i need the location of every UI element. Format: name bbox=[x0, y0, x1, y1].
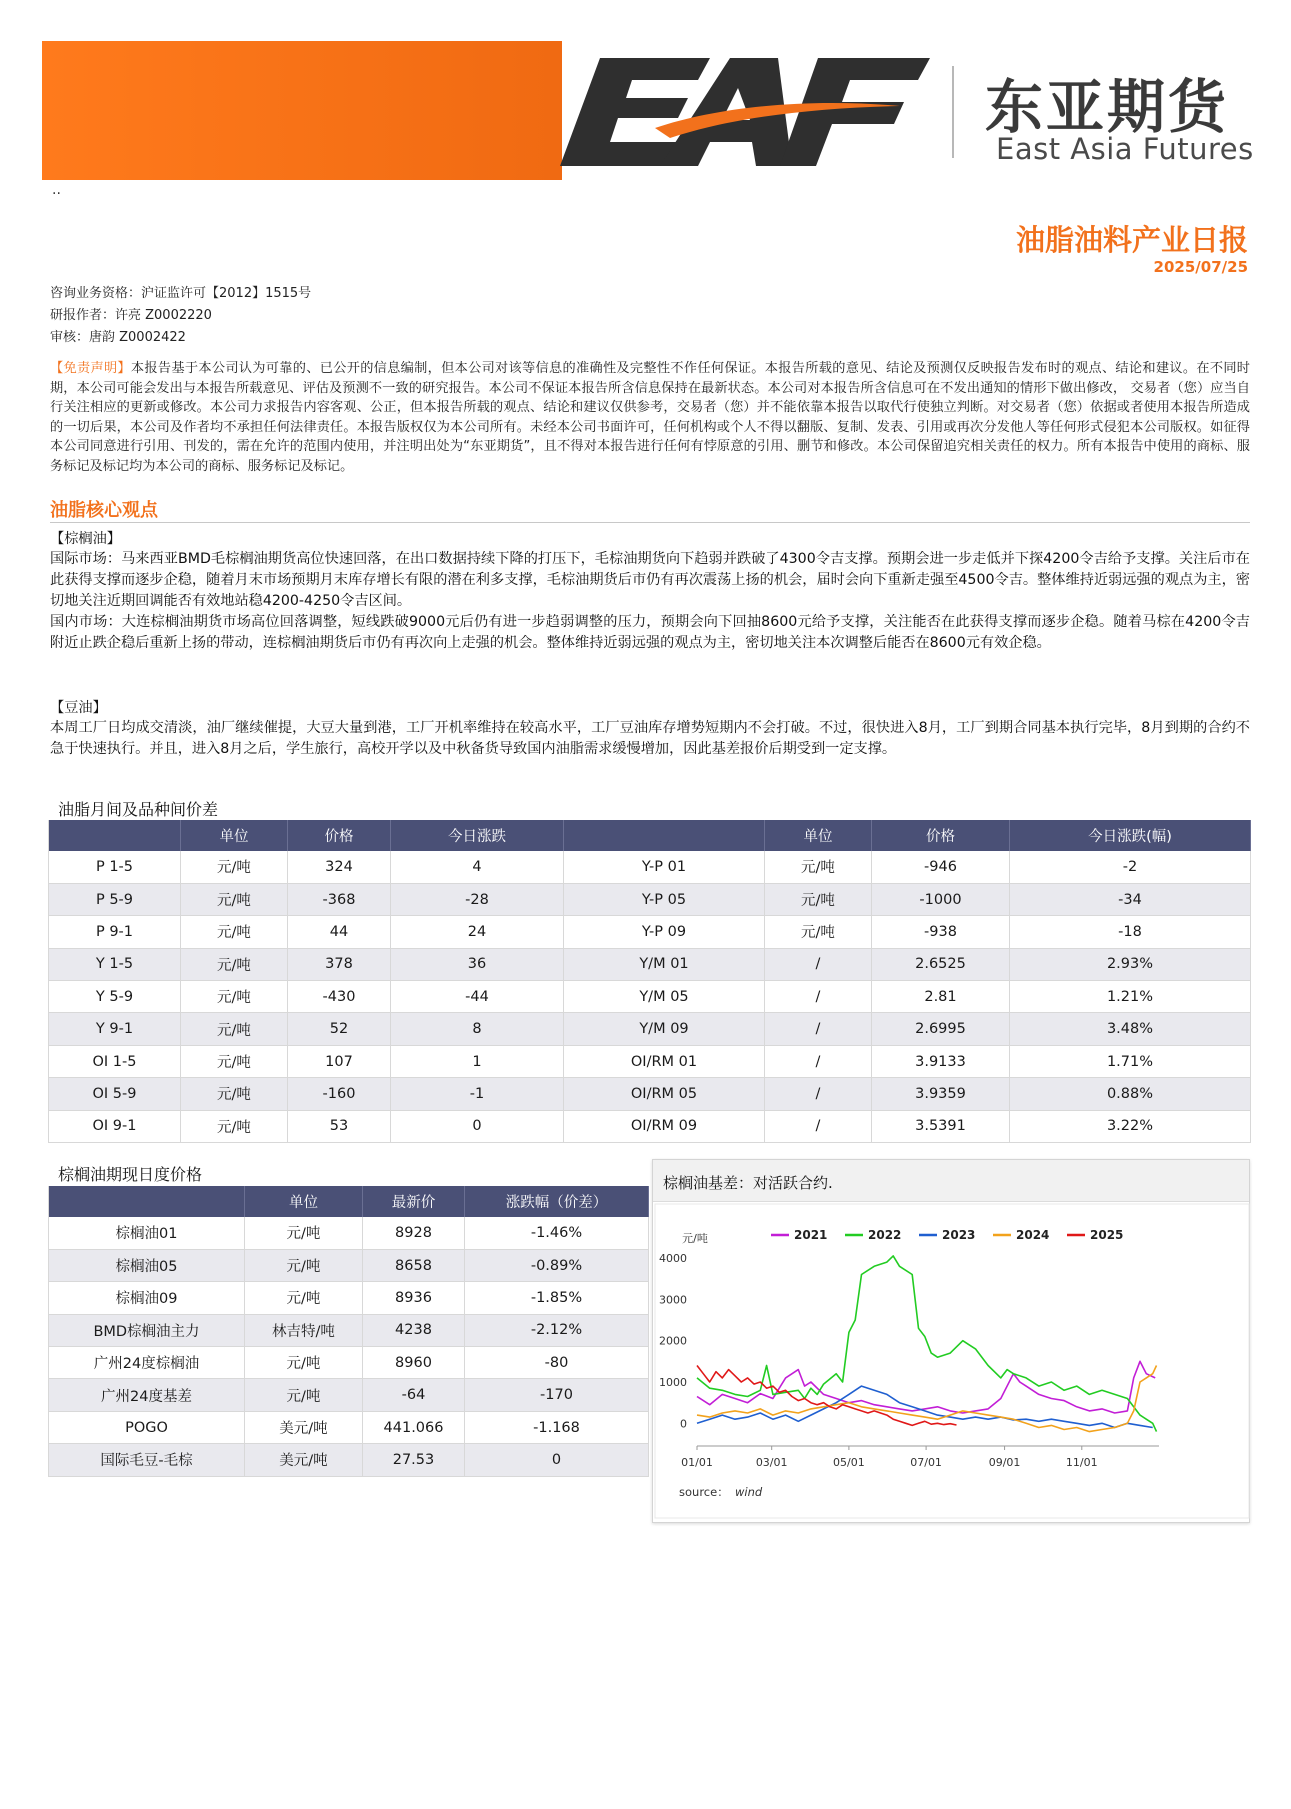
spread-table-header-cell: 价格 bbox=[288, 820, 391, 851]
spread-table-cell: OI 1-5 bbox=[49, 1045, 181, 1077]
palm-table-cell: -80 bbox=[465, 1347, 649, 1379]
chart-source-value: wind bbox=[735, 1485, 763, 1499]
spread-table-cell: OI/RM 01 bbox=[564, 1045, 765, 1077]
legend-label-2024: 2024 bbox=[1016, 1228, 1050, 1242]
palm-table-header-cell bbox=[49, 1186, 245, 1217]
logo-divider bbox=[952, 66, 954, 158]
spread-table-cell: 0.88% bbox=[1010, 1078, 1251, 1110]
x-tick-label: 03/01 bbox=[755, 1456, 788, 1469]
palm-table-cell: -2.12% bbox=[465, 1314, 649, 1346]
spread-table-caption: 油脂月间及品种间价差 bbox=[58, 800, 219, 819]
spread-table-header-cell: 价格 bbox=[872, 820, 1010, 851]
palm-table-header bbox=[49, 1186, 649, 1217]
palm-table-caption: 棕榈油期现日度价格 bbox=[58, 1165, 203, 1184]
palm-table-cell: 4238 bbox=[363, 1314, 465, 1346]
spread-table-cell: Y 5-9 bbox=[49, 981, 181, 1013]
chart-source-label: source： bbox=[679, 1485, 729, 1499]
palm-table-row bbox=[49, 1379, 649, 1411]
spread-table-cell: 53 bbox=[288, 1110, 391, 1142]
spread-table-cell: 3.5391 bbox=[872, 1110, 1010, 1142]
spread-table-cell: OI 5-9 bbox=[49, 1078, 181, 1110]
spread-table-cell: -368 bbox=[288, 883, 391, 915]
palm-price-table bbox=[48, 1186, 649, 1477]
spread-table-cell: -34 bbox=[1010, 883, 1251, 915]
disclaimer-label: 【免责声明】 bbox=[50, 361, 131, 376]
spread-table-cell: 2.93% bbox=[1010, 948, 1251, 980]
spread-table-cell: 3.9359 bbox=[872, 1078, 1010, 1110]
spread-table-cell: -430 bbox=[288, 981, 391, 1013]
spread-table-cell: 元/吨 bbox=[181, 851, 288, 883]
spread-table bbox=[48, 820, 1251, 1143]
x-tick-label: 07/01 bbox=[910, 1456, 942, 1469]
palm-table-cell: -1.85% bbox=[465, 1282, 649, 1314]
palm-table-row bbox=[49, 1282, 649, 1314]
header-dots: .. bbox=[52, 182, 61, 198]
author-line: 研报作者：许亮 Z0002220 bbox=[50, 308, 212, 323]
x-tick-label: 09/01 bbox=[988, 1456, 1021, 1469]
spread-table-row bbox=[49, 1045, 1251, 1077]
soybean-oil-paragraph: 本周工厂日均成交清淡，油厂继续催提，大豆大量到港，工厂开机率维持在较高水平，工厂豆油库存增势短期内不会打破。不过，很快进入8月，工厂到期合同基本执行完毕，8月到期的合约不急于快速执行。并且，进入8月之后，学生旅行，高校开学以及中秋备货导致国内油脂需求缓慢增加，因此基差报价后期受到一定支撑。 bbox=[50, 720, 1250, 757]
chart-title: 棕榈油基差：对活跃合约. bbox=[663, 1174, 833, 1192]
x-tick-label: 11/01 bbox=[1065, 1456, 1098, 1469]
brand-name-en: East Asia Futures bbox=[996, 132, 1254, 166]
spread-table-cell: Y 9-1 bbox=[49, 1013, 181, 1045]
section-title: 油脂核心观点 bbox=[50, 500, 158, 521]
spread-table-cell: 元/吨 bbox=[181, 916, 288, 948]
spread-table-row bbox=[49, 948, 1251, 980]
x-tick-label: 05/01 bbox=[833, 1456, 865, 1469]
spread-table-cell: 378 bbox=[288, 948, 391, 980]
palm-table-row bbox=[49, 1217, 649, 1249]
y-tick-label: 0 bbox=[680, 1417, 687, 1431]
spread-table-cell: 元/吨 bbox=[181, 1078, 288, 1110]
y-axis-unit-label: 元/吨 bbox=[682, 1232, 708, 1245]
palm-table-cell: 0 bbox=[465, 1444, 649, 1476]
spread-table-cell: / bbox=[765, 1110, 872, 1142]
spread-table-cell: 2.6525 bbox=[872, 948, 1010, 980]
spread-table-cell: 107 bbox=[288, 1045, 391, 1077]
legend-label-2023: 2023 bbox=[942, 1228, 976, 1242]
spread-table-cell: 3.9133 bbox=[872, 1045, 1010, 1077]
palm-table-cell: 8928 bbox=[363, 1217, 465, 1249]
chart-plot-frame bbox=[655, 1204, 1249, 1518]
disclaimer bbox=[50, 359, 1250, 476]
spread-table-cell: 3.48% bbox=[1010, 1013, 1251, 1045]
spread-table-cell: 24 bbox=[391, 916, 564, 948]
palm-table-cell: 元/吨 bbox=[245, 1379, 363, 1411]
spread-table-cell: 元/吨 bbox=[181, 1013, 288, 1045]
spread-table-cell: Y/M 09 bbox=[564, 1013, 765, 1045]
spread-table-header bbox=[49, 820, 1251, 851]
spread-table-cell: Y-P 01 bbox=[564, 851, 765, 883]
legend-label-2021: 2021 bbox=[794, 1228, 828, 1242]
spread-table-cell: 0 bbox=[391, 1110, 564, 1142]
spread-table-header-cell: 今日涨跌 bbox=[391, 820, 564, 851]
spread-table-cell: -44 bbox=[391, 981, 564, 1013]
spread-table-header-cell bbox=[49, 820, 181, 851]
report-date: 2025/07/25 bbox=[1153, 258, 1248, 276]
series-line-2022 bbox=[697, 1256, 1157, 1432]
palm-table-row bbox=[49, 1249, 649, 1281]
palm-table-cell: 美元/吨 bbox=[245, 1411, 363, 1443]
palm-table-row bbox=[49, 1411, 649, 1443]
spread-table-cell: 2.6995 bbox=[872, 1013, 1010, 1045]
spread-table-row bbox=[49, 883, 1251, 915]
y-tick-label: 4000 bbox=[659, 1252, 687, 1265]
palm-table-cell: -64 bbox=[363, 1379, 465, 1411]
spread-table-header-cell bbox=[564, 820, 765, 851]
spread-table-cell: 元/吨 bbox=[181, 981, 288, 1013]
palm-table-cell: 元/吨 bbox=[245, 1249, 363, 1281]
spread-table-cell: 1 bbox=[391, 1045, 564, 1077]
palm-table-cell: 美元/吨 bbox=[245, 1444, 363, 1476]
palm-table-cell: -170 bbox=[465, 1379, 649, 1411]
spread-table-cell: OI 9-1 bbox=[49, 1110, 181, 1142]
spread-table-cell: -18 bbox=[1010, 916, 1251, 948]
report-title: 油脂油料产业日报 bbox=[1015, 223, 1248, 257]
spread-table-cell: P 1-5 bbox=[49, 851, 181, 883]
palm-table-cell: 8658 bbox=[363, 1249, 465, 1281]
spread-table-cell: -1 bbox=[391, 1078, 564, 1110]
palm-table-row bbox=[49, 1444, 649, 1476]
spread-table-cell: Y/M 05 bbox=[564, 981, 765, 1013]
palm-table-cell: POGO bbox=[49, 1411, 245, 1443]
spread-table-cell: / bbox=[765, 981, 872, 1013]
palm-table-cell: 8960 bbox=[363, 1347, 465, 1379]
spread-table-cell: / bbox=[765, 1045, 872, 1077]
spread-table-header-cell: 单位 bbox=[765, 820, 872, 851]
spread-table-cell: / bbox=[765, 948, 872, 980]
spread-table-header-cell: 今日涨跌(幅) bbox=[1010, 820, 1251, 851]
spread-table-cell: -2 bbox=[1010, 851, 1251, 883]
spread-table-cell: Y-P 09 bbox=[564, 916, 765, 948]
palm-table-cell: -1.46% bbox=[465, 1217, 649, 1249]
spread-table-cell: -28 bbox=[391, 883, 564, 915]
soybean-oil-heading: 【豆油】 bbox=[50, 700, 107, 716]
palm-table-cell: 广州24度棕榈油 bbox=[49, 1347, 245, 1379]
spread-table-cell: P 9-1 bbox=[49, 916, 181, 948]
spread-table-cell: 元/吨 bbox=[765, 883, 872, 915]
basis-line-chart bbox=[653, 1202, 1251, 1522]
spread-table-cell: 元/吨 bbox=[181, 1110, 288, 1142]
palm-table-cell: 广州24度基差 bbox=[49, 1379, 245, 1411]
spread-table-cell: OI/RM 09 bbox=[564, 1110, 765, 1142]
palm-table-cell: 元/吨 bbox=[245, 1217, 363, 1249]
spread-table-cell: -1000 bbox=[872, 883, 1010, 915]
license-line: 咨询业务资格：沪证监许可【2012】1515号 bbox=[50, 286, 312, 301]
spread-table-cell: 2.81 bbox=[872, 981, 1010, 1013]
palm-table-cell: 国际毛豆-毛棕 bbox=[49, 1444, 245, 1476]
spread-table-row bbox=[49, 1013, 1251, 1045]
spread-table-cell: 8 bbox=[391, 1013, 564, 1045]
chart-header bbox=[653, 1160, 1249, 1202]
spread-table-cell: Y 1-5 bbox=[49, 948, 181, 980]
palm-table-cell: 441.066 bbox=[363, 1411, 465, 1443]
spread-table-cell: -946 bbox=[872, 851, 1010, 883]
header-orange-band bbox=[42, 41, 562, 180]
x-tick-label: 01/01 bbox=[681, 1456, 713, 1469]
spread-table-cell: 324 bbox=[288, 851, 391, 883]
palm-table-cell: -1.168 bbox=[465, 1411, 649, 1443]
spread-table-row bbox=[49, 851, 1251, 883]
palm-table-row bbox=[49, 1314, 649, 1346]
palm-table-cell: 27.53 bbox=[363, 1444, 465, 1476]
palm-table-cell: 8936 bbox=[363, 1282, 465, 1314]
y-tick-label: 2000 bbox=[659, 1334, 687, 1348]
section-divider bbox=[50, 522, 1250, 523]
logo-letter-f bbox=[780, 58, 930, 166]
palm-oil-intl-paragraph: 国际市场：马来西亚BMD毛棕榈油期货高位快速回落，在出口数据持续下降的打压下，毛棕油期货向下趋弱并跌破了4300令吉支撑。预期会进一步走低并下探4200令吉给予支撑。关注后市在此获得支撑而逐步企稳，随着月末市场预期月末库存增长有限的潜在利多支撑，毛棕油期货后市仍有再次震荡上扬的机会，届时会向下重新走强至4500令吉。整体维持近弱远强的观点为主，密切地关注近期回调能否有效地站稳4200-4250令吉区间。 bbox=[50, 551, 1250, 609]
spread-table-cell: 4 bbox=[391, 851, 564, 883]
spread-table-cell: 44 bbox=[288, 916, 391, 948]
palm-table-cell: -0.89% bbox=[465, 1249, 649, 1281]
brand-name-cn: 东亚期货 bbox=[985, 73, 1230, 141]
disclaimer-text: 本报告基于本公司认为可靠的、已公开的信息编制，但本公司对该等信息的准确性及完整性不作任何保证。本报告所载的意见、结论及预测仅反映报告发布时的观点、结论和建议。在不同时期，本公司可能会发出与本报告所载意见、评估及预测不一致的研究报告。本公司不保证本报告所含信息保持在最新状态。本公司对本报告所含信息可在不发出通知的情形下做出修改， 交易者（您）应当自行关注相应的更新或修改。本公司力求报告内容客观、公正，但本报告所载的观点、结论和建议仅供参考，交易者（您）并不能依靠本报告以取代行使独立判断。对交易者（您）依据或者使用本报告所造成的一切后果，本公司及作者均不承担任何法律责任。本报告版权仅为本公司所有。未经本公司书面许可，任何机构或个人不得以翻版、复制、发表、引用或再次分发他人等任何形式侵犯本公司版权。如征得本公司同意进行引用、刊发的，需在允许的范围内使用，并注明出处为“东亚期货”，且不得对本报告进行任何有悖原意的引用、删节和修改。本公司保留追究相关责任的权力。所有本报告中使用的商标、服务标记及标记均为本公司的商标、服务标记及标记。 bbox=[50, 361, 1250, 474]
spread-table-header-cell: 单位 bbox=[181, 820, 288, 851]
spread-table-cell: 元/吨 bbox=[181, 883, 288, 915]
palm-oil-heading: 【棕榈油】 bbox=[50, 531, 121, 547]
basis-chart-panel bbox=[652, 1159, 1250, 1523]
palm-table-cell: 元/吨 bbox=[245, 1282, 363, 1314]
reviewer-line: 审核：唐韵 Z0002422 bbox=[50, 330, 186, 345]
spread-table-cell: / bbox=[765, 1078, 872, 1110]
palm-table-header-cell: 单位 bbox=[245, 1186, 363, 1217]
spread-table-cell: 元/吨 bbox=[765, 916, 872, 948]
palm-table-header-cell: 涨跌幅（价差） bbox=[465, 1186, 649, 1217]
spread-table-row bbox=[49, 916, 1251, 948]
palm-table-cell: 元/吨 bbox=[245, 1347, 363, 1379]
spread-table-cell: OI/RM 05 bbox=[564, 1078, 765, 1110]
y-tick-label: 1000 bbox=[659, 1376, 687, 1389]
spread-table-cell: -160 bbox=[288, 1078, 391, 1110]
palm-table-cell: 棕榈油01 bbox=[49, 1217, 245, 1249]
legend-label-2022: 2022 bbox=[868, 1228, 902, 1242]
spread-table-cell: 元/吨 bbox=[181, 948, 288, 980]
spread-table-cell: P 5-9 bbox=[49, 883, 181, 915]
spread-table-row bbox=[49, 1078, 1251, 1110]
spread-table-row bbox=[49, 981, 1251, 1013]
y-tick-label: 3000 bbox=[659, 1293, 687, 1307]
palm-table-cell: BMD棕榈油主力 bbox=[49, 1314, 245, 1346]
spread-table-cell: 1.21% bbox=[1010, 981, 1251, 1013]
palm-table-cell: 棕榈油09 bbox=[49, 1282, 245, 1314]
spread-table-cell: 1.71% bbox=[1010, 1045, 1251, 1077]
palm-table-cell: 林吉特/吨 bbox=[245, 1314, 363, 1346]
palm-table-row bbox=[49, 1347, 649, 1379]
spread-table-cell: 元/吨 bbox=[765, 851, 872, 883]
legend-label-2025: 2025 bbox=[1090, 1228, 1124, 1242]
spread-table-cell: 元/吨 bbox=[181, 1045, 288, 1077]
eaf-logo bbox=[560, 58, 930, 168]
spread-table-cell: 36 bbox=[391, 948, 564, 980]
palm-oil-domestic-paragraph: 国内市场：大连棕榈油期货市场高位回落调整，短线跌破9000元后仍有进一步趋弱调整的压力，预期会向下回抽8600元给予支撑，关注能否在此获得支撑而逐步企稳。随着马棕在4200令吉附近止跌企稳后重新上扬的带动，连棕榈油期货后市仍有再次向上走强的机会。整体维持近弱远强的观点为主，密切地关注本次调整后能否在8600元有效企稳。 bbox=[50, 614, 1250, 651]
spread-table-cell: Y/M 01 bbox=[564, 948, 765, 980]
palm-table-cell: 棕榈油05 bbox=[49, 1249, 245, 1281]
spread-table-cell: -938 bbox=[872, 916, 1010, 948]
spread-table-row bbox=[49, 1110, 1251, 1142]
spread-table-cell: 52 bbox=[288, 1013, 391, 1045]
spread-table-cell: / bbox=[765, 1013, 872, 1045]
spread-table-cell: Y-P 05 bbox=[564, 883, 765, 915]
spread-table-cell: 3.22% bbox=[1010, 1110, 1251, 1142]
palm-table-header-cell: 最新价 bbox=[363, 1186, 465, 1217]
